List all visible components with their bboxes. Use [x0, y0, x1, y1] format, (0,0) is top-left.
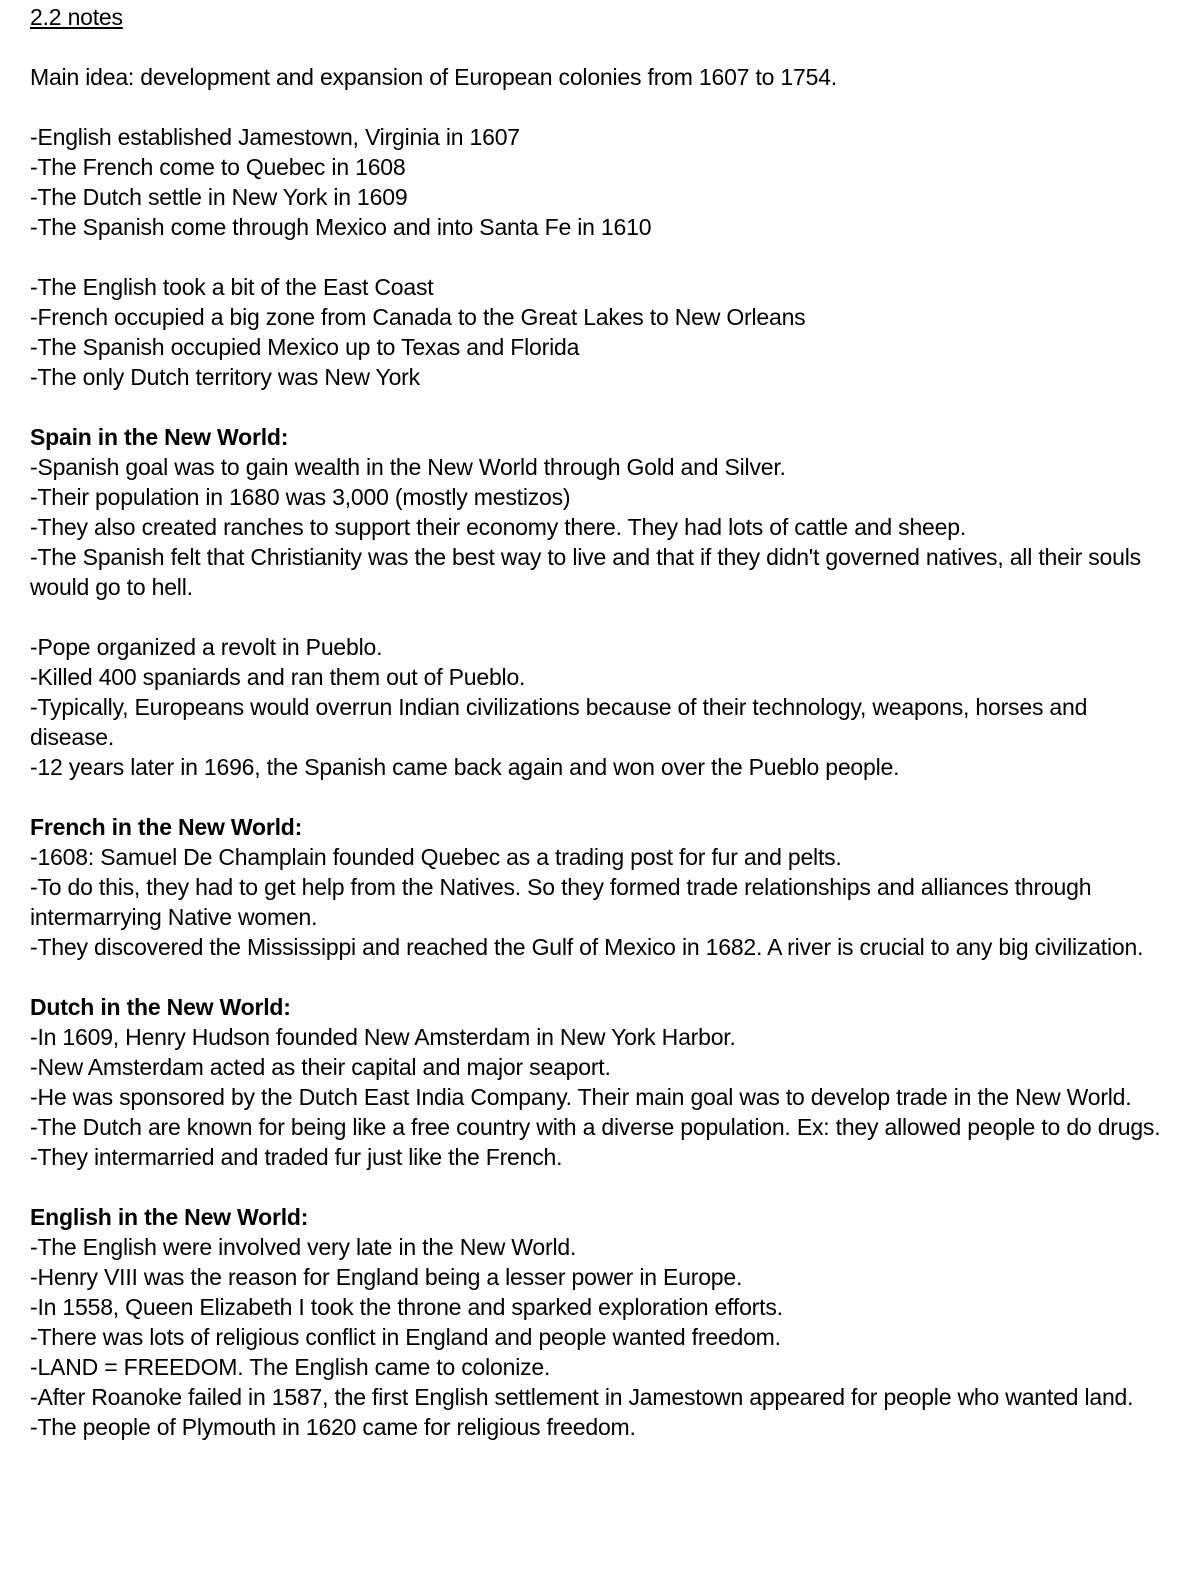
pueblo-item: -12 years later in 1696, the Spanish came back again and won over the Pueblo people.: [30, 754, 900, 780]
dutch-item: -In 1609, Henry Hudson founded New Amsterdam in New York Harbor.: [30, 1024, 736, 1050]
spacer: [30, 32, 1170, 62]
territory-item: -The Spanish occupied Mexico up to Texas and Florida: [30, 334, 580, 360]
document-title: 2.2 notes: [30, 4, 123, 30]
arrival-item: -The Spanish come through Mexico and into Santa Fe in 1610: [30, 214, 652, 240]
english-item: -In 1558, Queen Elizabeth I took the throne and sparked exploration efforts.: [30, 1294, 783, 1320]
english-item: -Henry VIII was the reason for England being a lesser power in Europe.: [30, 1264, 743, 1290]
dutch-item: -They intermarried and traded fur just like the French.: [30, 1144, 563, 1170]
spain-item: -The Spanish felt that Christianity was the best way to live and that if they didn't governed natives, all their souls would go to hell.: [30, 544, 1148, 600]
territory-item: -French occupied a big zone from Canada to the Great Lakes to New Orleans: [30, 304, 806, 330]
pueblo-item: -Pope organized a revolt in Pueblo.: [30, 634, 383, 660]
spacer: [30, 962, 1170, 992]
arrival-item: -English established Jamestown, Virginia in 1607: [30, 124, 520, 150]
spacer: [30, 602, 1170, 632]
section-heading-english: English in the New World:: [30, 1204, 309, 1230]
territory-item: -The only Dutch territory was New York: [30, 364, 420, 390]
section-heading-dutch: Dutch in the New World:: [30, 994, 291, 1020]
notes-document: [30, 2, 1170, 1442]
english-item: -The people of Plymouth in 1620 came for religious freedom.: [30, 1414, 636, 1440]
spacer: [30, 392, 1170, 422]
spain-item: -Their population in 1680 was 3,000 (mostly mestizos): [30, 484, 571, 510]
main-idea: Main idea: development and expansion of European colonies from 1607 to 1754.: [30, 64, 837, 90]
french-item: -1608: Samuel De Champlain founded Quebec as a trading post for fur and pelts.: [30, 844, 842, 870]
spacer: [30, 92, 1170, 122]
french-item: -They discovered the Mississippi and reached the Gulf of Mexico in 1682. A river is crucial to any big civilization.: [30, 934, 1144, 960]
english-item: -The English were involved very late in the New World.: [30, 1234, 577, 1260]
spain-item: -Spanish goal was to gain wealth in the New World through Gold and Silver.: [30, 454, 786, 480]
territory-item: -The English took a bit of the East Coast: [30, 274, 434, 300]
arrival-item: -The Dutch settle in New York in 1609: [30, 184, 408, 210]
dutch-item: -The Dutch are known for being like a free country with a diverse population. Ex: they allowed people to do drugs.: [30, 1114, 1161, 1140]
english-item: -After Roanoke failed in 1587, the first English settlement in Jamestown appeared for people who wanted land.: [30, 1384, 1134, 1410]
arrival-item: -The French come to Quebec in 1608: [30, 154, 406, 180]
pueblo-item: -Killed 400 spaniards and ran them out of Pueblo.: [30, 664, 526, 690]
spain-item: -They also created ranches to support their economy there. They had lots of cattle and sheep.: [30, 514, 967, 540]
english-item: -There was lots of religious conflict in England and people wanted freedom.: [30, 1324, 781, 1350]
section-heading-french: French in the New World:: [30, 814, 303, 840]
spacer: [30, 1172, 1170, 1202]
spacer: [30, 242, 1170, 272]
spacer: [30, 782, 1170, 812]
french-item: -To do this, they had to get help from the Natives. So they formed trade relationships and alliances through intermarrying Native women.: [30, 874, 1098, 930]
pueblo-item: -Typically, Europeans would overrun Indian civilizations because of their technology, weapons, horses and disease.: [30, 694, 1094, 750]
dutch-item: -He was sponsored by the Dutch East India Company. Their main goal was to develop trade in the New World.: [30, 1084, 1132, 1110]
english-item: -LAND = FREEDOM. The English came to colonize.: [30, 1354, 551, 1380]
section-heading-spain: Spain in the New World:: [30, 424, 289, 450]
dutch-item: -New Amsterdam acted as their capital and major seaport.: [30, 1054, 611, 1080]
